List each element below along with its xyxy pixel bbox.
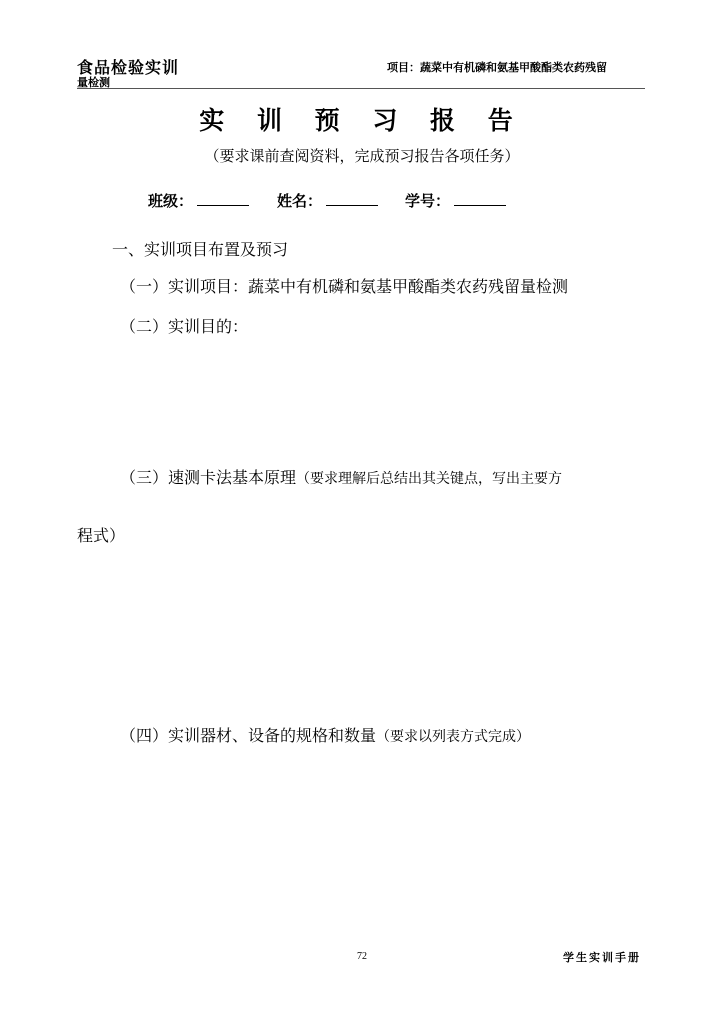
header-project-title: 项目：蔬菜中有机磷和氨基甲酸酯类农药残留 xyxy=(387,61,607,74)
name-field xyxy=(277,190,378,211)
student-id-field xyxy=(405,190,506,211)
student-id-blank[interactable] xyxy=(454,191,506,206)
section-heading-1: 一、实训项目布置及预习 xyxy=(112,240,289,259)
header-project-continuation: 量检测 xyxy=(77,76,110,89)
item-principle-note-cont: 程式） xyxy=(77,526,126,545)
student-id-label: 学号： xyxy=(405,192,451,210)
footer-manual-title: 学生实训手册 xyxy=(563,951,641,964)
class-label: 班级： xyxy=(148,192,194,210)
item-objective: （二）实训目的： xyxy=(120,317,249,336)
item-equipment-note: （要求以列表方式完成） xyxy=(376,729,531,745)
item-project: （一）实训项目：蔬菜中有机磷和氨基甲酸酯类农药残留量检测 xyxy=(120,277,569,296)
page-title: 实 训 预 习 报 告 xyxy=(199,106,525,135)
name-blank[interactable] xyxy=(326,191,378,206)
item-principle-note: （要求理解后总结出其关键点，写出主要方 xyxy=(296,471,563,487)
header-divider xyxy=(77,88,645,89)
header-course-title: 食品检验实训 xyxy=(77,58,180,77)
item-equipment xyxy=(120,723,530,746)
class-blank[interactable] xyxy=(197,191,249,206)
item-principle xyxy=(120,465,562,488)
name-label: 姓名： xyxy=(277,192,323,210)
page-subtitle: （要求课前查阅资料，完成预习报告各项任务） xyxy=(204,147,520,165)
class-field xyxy=(148,190,249,211)
item-principle-title: （三）速测卡法基本原理 xyxy=(120,468,297,487)
page-number: 72 xyxy=(357,951,367,962)
item-equipment-title: （四）实训器材、设备的规格和数量 xyxy=(120,726,377,745)
